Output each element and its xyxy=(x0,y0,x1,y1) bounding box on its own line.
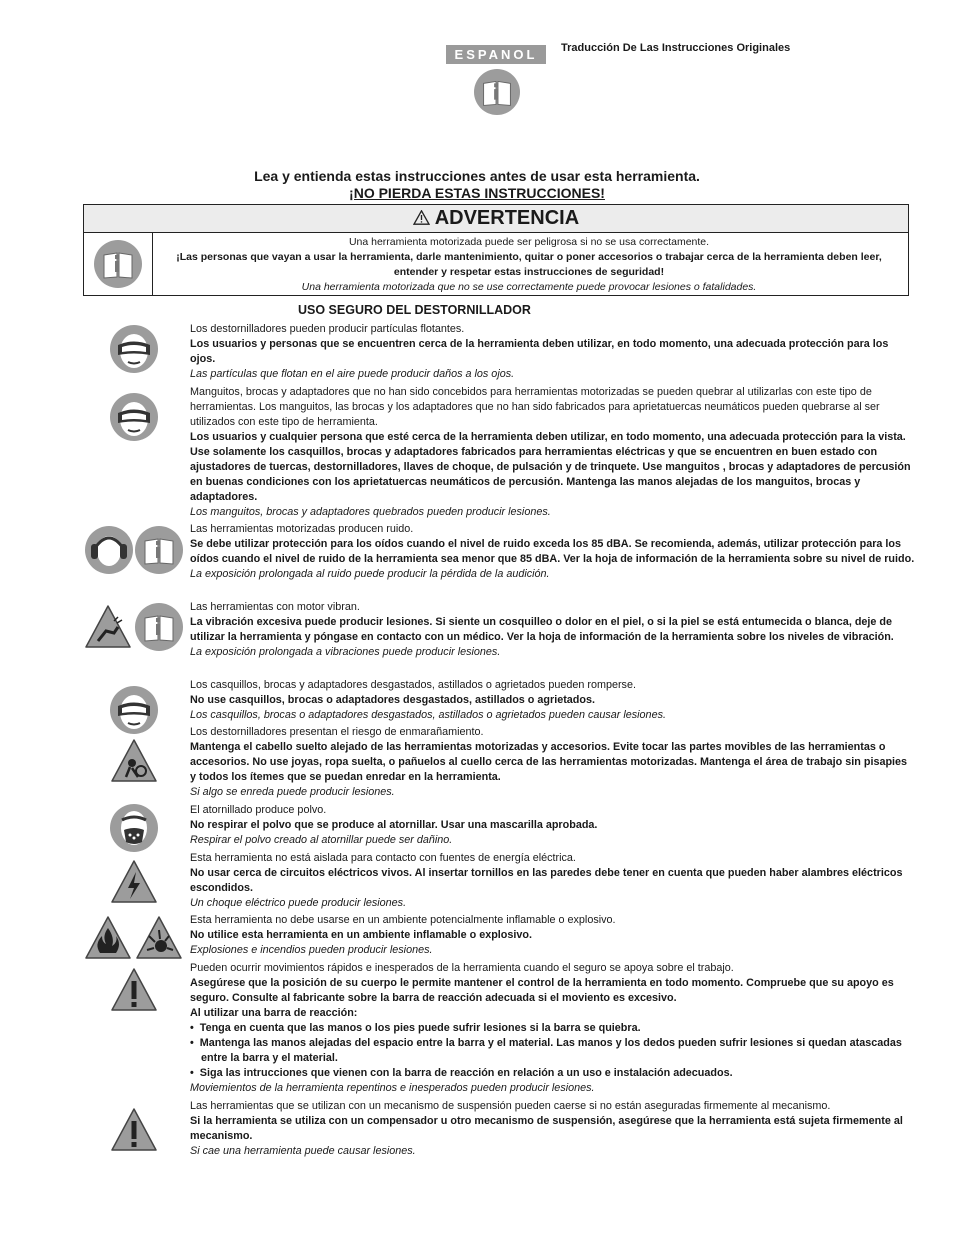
warning-triangle-icon xyxy=(413,210,430,225)
general-warning-icon xyxy=(110,966,158,1014)
ear-protection-icon xyxy=(85,526,133,574)
warning-text: Una herramienta motorizada que no se use correctamente puede provocar lesiones o fatalidades. xyxy=(301,281,757,293)
consequence-text: Si algo se enreda puede producir lesiones. xyxy=(190,786,395,798)
consequence-text: Respirar el polvo creado al atornillar puede ser dañino. xyxy=(190,834,453,846)
warning-text: Una herramienta motorizada puede ser peligrosa si no se usa correctamente. xyxy=(348,236,710,248)
section-title: USO SEGURO DEL DESTORNILLADOR xyxy=(298,303,531,317)
hazard-statement: Los destornilladores presentan el riesgo de enmarañamiento. xyxy=(190,726,484,738)
warning-box xyxy=(83,204,909,296)
eye-protection-icon xyxy=(110,393,158,441)
hazard-statement: Las herramientas que se utilizan con un mecanismo de suspensión pueden caerse si no están aseguradas firmemente al mecanismo. xyxy=(190,1100,831,1112)
instruction-text: No utilice esta herramienta en un ambiente inflamable o explosivo. xyxy=(190,929,532,941)
hazard-statement: Esta herramienta no está aislada para contacto con fuentes de energía eléctrica. xyxy=(190,852,576,864)
safety-block-worn-accessories xyxy=(190,678,915,723)
bullet-item: • Siga las intrucciones que vienen con la barra de reacción en relación a un uso e instalación adecuados. xyxy=(190,1067,733,1079)
entanglement-warning-icon xyxy=(110,737,158,785)
hazard-statement: Esta herramienta no debe usarse en un ambiente potencialmente inflamable o explosivo. xyxy=(190,914,616,926)
instruction-text: Los usuarios y personas que se encuentren cerca de la herramienta deben utilizar, en todo momento, una adecuada protección para los ojos. xyxy=(190,338,889,365)
consequence-text: Explosiones e incendios pueden producir lesiones. xyxy=(190,944,433,956)
read-manual-icon xyxy=(474,69,520,115)
explosive-icon xyxy=(135,914,183,962)
instruction-text: La vibración excesiva puede producir lesiones. Si siente un cosquilleo o dolor en el piel, o si la piel se está entumecida o blanca, deje de utilizar la herramienta y póngase en contacto con un médico. Ver la hoja de información de la herramienta sobre los niveles de vibración. xyxy=(190,616,894,643)
hazard-statement: Los casquillos, brocas y adaptadores desgastados, astillados o agrietados pueden romperse. xyxy=(190,679,636,691)
bullet-item: • Mantenga las manos alejadas del espacio entre la barra y el material. Las manos y los dedos pueden sufrir lesiones si quedan atascadas entre la barra y el material. xyxy=(190,1037,902,1064)
consequence-text: Las partículas que flotan en el aire puede producir daños a los ojos. xyxy=(190,368,515,380)
consequence-text: Los casquillos, brocas o adaptadores desgastados, astillados o agrietados pueden causar lesiones. xyxy=(190,709,666,721)
safety-block-dust xyxy=(190,803,915,848)
instruction-subheading: Al utilizar una barra de reacción: xyxy=(190,1007,358,1019)
warning-body xyxy=(154,235,904,295)
general-warning-icon xyxy=(110,1106,158,1154)
consequence-text: Un choque eléctrico puede producir lesiones. xyxy=(190,897,407,909)
instruction-text: No respirar el polvo que se produce al atornillar. Usar una mascarilla aprobada. xyxy=(190,819,598,831)
safety-block-electrical xyxy=(190,851,915,911)
instruction-text: Si la herramienta se utiliza con un compensador u otro mecanismo de suspensión, asegúrese que la herramienta está sujeta firmemente al mecanismo. xyxy=(190,1115,903,1142)
warning-icon-cell xyxy=(84,232,153,295)
eye-protection-icon xyxy=(110,686,158,734)
consequence-text: La exposición prolongada a vibraciones puede producir lesiones. xyxy=(190,646,501,658)
safety-block-entanglement xyxy=(190,725,915,800)
respirator-icon xyxy=(110,804,158,852)
intro-read-instructions: Lea y entienda estas instrucciones antes de usar esta herramienta. xyxy=(254,168,700,184)
language-badge: ESPANOL xyxy=(446,45,546,64)
warning-heading: ADVERTENCIA xyxy=(434,207,580,229)
document-title: Traducción De Las Instrucciones Originales xyxy=(561,42,791,54)
consequence-text: La exposición prolongada al ruido puede producir la pérdida de la audición. xyxy=(190,568,550,580)
safety-block-vibration xyxy=(190,600,915,660)
safety-block-sockets xyxy=(190,385,915,520)
instruction-text: No usar cerca de circuitos eléctricos vivos. Al insertar tornillos en las paredes debe tener en cuenta que pueden haber alambres eléctricos escondidos. xyxy=(190,867,903,894)
read-manual-icon xyxy=(135,526,183,574)
instruction-text: No use casquillos, brocas o adaptadores desgastados, astillados o agrietados. xyxy=(190,694,596,706)
electric-shock-icon xyxy=(110,858,158,906)
hazard-statement: Manguitos, brocas y adaptadores que no han sido concebidos para herramientas motorizadas se pueden quebrar al utilizarlas con este tipo de herramientas. Los manguitos, las brocas y los adaptadores que no han sido fabricados para aprietatuercas neumáticos pueden quebrarse al ser utilizados con este tipo de herramienta. xyxy=(190,386,880,428)
vibration-warning-icon xyxy=(84,603,132,651)
instruction-text: Asegúrese que la posición de su cuerpo le permite mantener el control de la herramienta en todo momento. Compruebe que su apoyo es seguro. Consulte al fabricante sobre la barra de reacción adecuada si el moviento es excesivo. xyxy=(190,977,894,1004)
read-manual-icon xyxy=(135,603,183,651)
safety-block-flying-particles xyxy=(190,322,915,382)
consequence-text: Si cae una herramienta puede causar lesiones. xyxy=(190,1145,416,1157)
hazard-statement: Las herramientas motorizadas producen ruido. xyxy=(190,523,414,535)
eye-protection-icon xyxy=(110,325,158,373)
instruction-text: Mantenga el cabello suelto alejado de las herramientas motorizadas y accesorios. Evite tocar las partes movibles de las herramientas o accesorios. No use joyas, ropa suelta, o pañuelos al cuello cerca de las herramientas motorizadas. Mantenga el área de trabajo sin pisapies y todos los ítemes que se puedan enredar en la herramienta. xyxy=(190,741,908,783)
safety-block-reaction-bar xyxy=(190,961,915,1096)
instruction-text: Los usuarios y cualquier persona que esté cerca de la herramienta deben utilizar, en todo momento, una adecuada protección para la vista. Use solamente los casquillos, brocas y adaptadores fabricados para herramientas eléctricas y que se encuentren en buen estado con ajustadores de tuercas, destornilladores, llaves de choque, de pulsación y de trinquete. Use manguitos , brocas y adaptadores de percusión en buenas condiciones con los aprietatuercas neumáticos de percusión. Mantenga las manos alejadas de los manguitos, brocas y adaptadores. xyxy=(190,431,911,503)
consequence-text: Moviemientos de la herramienta repentinos e inesperados pueden producir lesiones. xyxy=(190,1082,595,1094)
safety-block-noise xyxy=(190,522,915,582)
instruction-text: Se debe utilizar protección para los oídos cuando el nivel de ruido exceda los 85 dBA. Se recomienda, además, utilizar protección para los oídos cuando el nivel de ruido de la herramienta sea menor que 85 dBA. Ver la hoja de información de la herramienta sobre su nivel de ruido. xyxy=(190,538,915,565)
warning-header xyxy=(84,205,908,233)
hazard-statement: Los destornilladores pueden producir partículas flotantes. xyxy=(190,323,465,335)
safety-block-explosive-atmosphere xyxy=(190,913,915,958)
hazard-statement: El atornillado produce polvo. xyxy=(190,804,327,816)
warning-text: ¡Las personas que vayan a usar la herramienta, darle mantenimiento, quitar o poner accesorios o trabajar cerca de la herramienta deben leer, entender y respetar estas instrucciones de seguridad! xyxy=(176,251,882,278)
hazard-statement: Pueden ocurrir movimientos rápidos e inesperados de la herramienta cuando el seguro se apoya sobre el trabajo. xyxy=(190,962,734,974)
bullet-item: • Tenga en cuenta que las manos o los pies puede sufrir lesiones si la barra se quiebra. xyxy=(190,1022,641,1034)
safety-block-suspension xyxy=(190,1099,915,1159)
intro-keep-instructions: ¡NO PIERDA ESTAS INSTRUCCIONES! xyxy=(349,185,605,201)
read-manual-icon xyxy=(94,240,142,288)
hazard-statement: Las herramientas con motor vibran. xyxy=(190,601,360,613)
flammable-icon xyxy=(84,914,132,962)
consequence-text: Los manguitos, brocas y adaptadores quebrados pueden producir lesiones. xyxy=(190,506,551,518)
